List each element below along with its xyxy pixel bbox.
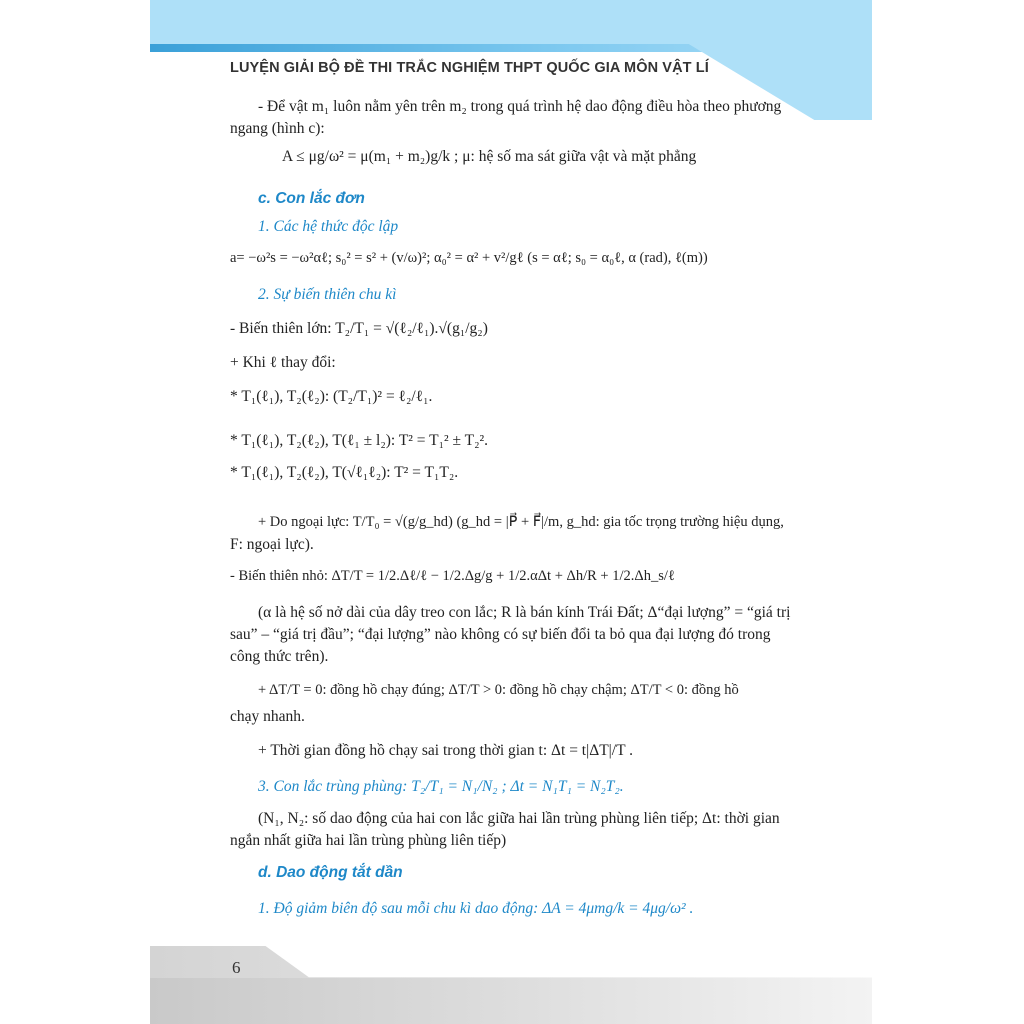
text-line: chạy nhanh. [230, 708, 305, 725]
page-number: 6 [232, 958, 241, 977]
subheading-3: 3. Con lắc trùng phùng: T₂/T₁ = N₁/N₂ ; Δt = N₁T₁ = N₂T₂. [258, 778, 624, 795]
formula-line: * T₁(ℓ₁), T₂(ℓ₂), T(ℓ₁ ± l₂): T² = T₁² ± T₂². [230, 432, 489, 449]
text-line: - Để vật m₁ luôn nằm yên trên m₂ trong quá trình hệ dao động điều hòa theo phương [258, 98, 782, 115]
text-line: (N₁, N₂: số dao động của hai con lắc giữa hai lần trùng phùng liên tiếp; Δt: thời gian [258, 810, 780, 827]
section-heading-c: c. Con lắc đơn [258, 190, 365, 207]
formula-line: + Thời gian đồng hồ chạy sai trong thời gian t: Δt = t|ΔT|/T . [258, 742, 634, 759]
formula-line: - Biến thiên lớn: T₂/T₁ = √(ℓ₂/ℓ₁).√(g₁/g₂) [230, 320, 488, 337]
formula-line: A ≤ μg/ω² = μ(m₁ + m₂)g/k ; μ: hệ số ma sát giữa vật và mặt phẳng [282, 148, 697, 165]
subheading-4: 1. Độ giảm biên độ sau mỗi chu kì dao động: ΔA = 4μmg/k = 4μg/ω² . [258, 900, 694, 917]
text-line: công thức trên). [230, 648, 329, 665]
formula-line: + ΔT/T = 0: đồng hồ chạy đúng; ΔT/T > 0: đồng hồ chạy chậm; ΔT/T < 0: đồng hồ [258, 682, 739, 698]
formula-line: a= −ω²s = −ω²αℓ; s₀² = s² + (v/ω)²; α₀² = α² + v²/gℓ (s = αℓ; s₀ = α₀ℓ, α (rad), ℓ(m)) [230, 250, 708, 266]
formula-line: * T₁(ℓ₁), T₂(ℓ₂): (T₂/T₁)² = ℓ₂/ℓ₁. [230, 388, 433, 405]
formula-line: * T₁(ℓ₁), T₂(ℓ₂), T(√ℓ₁ℓ₂): T² = T₁T₂. [230, 464, 459, 481]
text-line: sau” – “giá trị đầu”; “đại lượng” nào không có sự biến đổi ta bỏ qua đại lượng đó trong [230, 626, 771, 643]
text-line: ngang (hình c): [230, 120, 325, 137]
section-heading-d: d. Dao động tắt dần [258, 864, 403, 881]
running-head: LUYỆN GIẢI BỘ ĐỀ THI TRẮC NGHIỆM THPT QUỐC GIA MÔN VẬT LÍ [230, 60, 709, 76]
formula-line: - Biến thiên nhỏ: ΔT/T = 1/2.Δℓ/ℓ − 1/2.Δg/g + 1/2.αΔt + Δh/R + 1/2.Δh_s/ℓ [230, 568, 675, 584]
text-line: ngắn nhất giữa hai lần trùng phùng liên tiếp) [230, 832, 507, 849]
text-line: F: ngoại lực). [230, 536, 314, 553]
subheading-1: 1. Các hệ thức độc lập [258, 218, 399, 235]
subheading-2: 2. Sự biến thiên chu kì [258, 286, 397, 303]
text-line: (α là hệ số nở dài của dây treo con lắc; R là bán kính Trái Đất; Δ“đại lượng” = “giá trị [258, 604, 791, 621]
text-line: + Khi ℓ thay đổi: [230, 354, 336, 371]
document-page [150, 0, 872, 1024]
formula-line: + Do ngoại lực: T/T₀ = √(g/g_hd) (g_hd = |P⃗ + F⃗|/m, g_hd: gia tốc trọng trường hiệu dụng, [258, 514, 784, 530]
footer-band-lower [150, 978, 872, 1024]
